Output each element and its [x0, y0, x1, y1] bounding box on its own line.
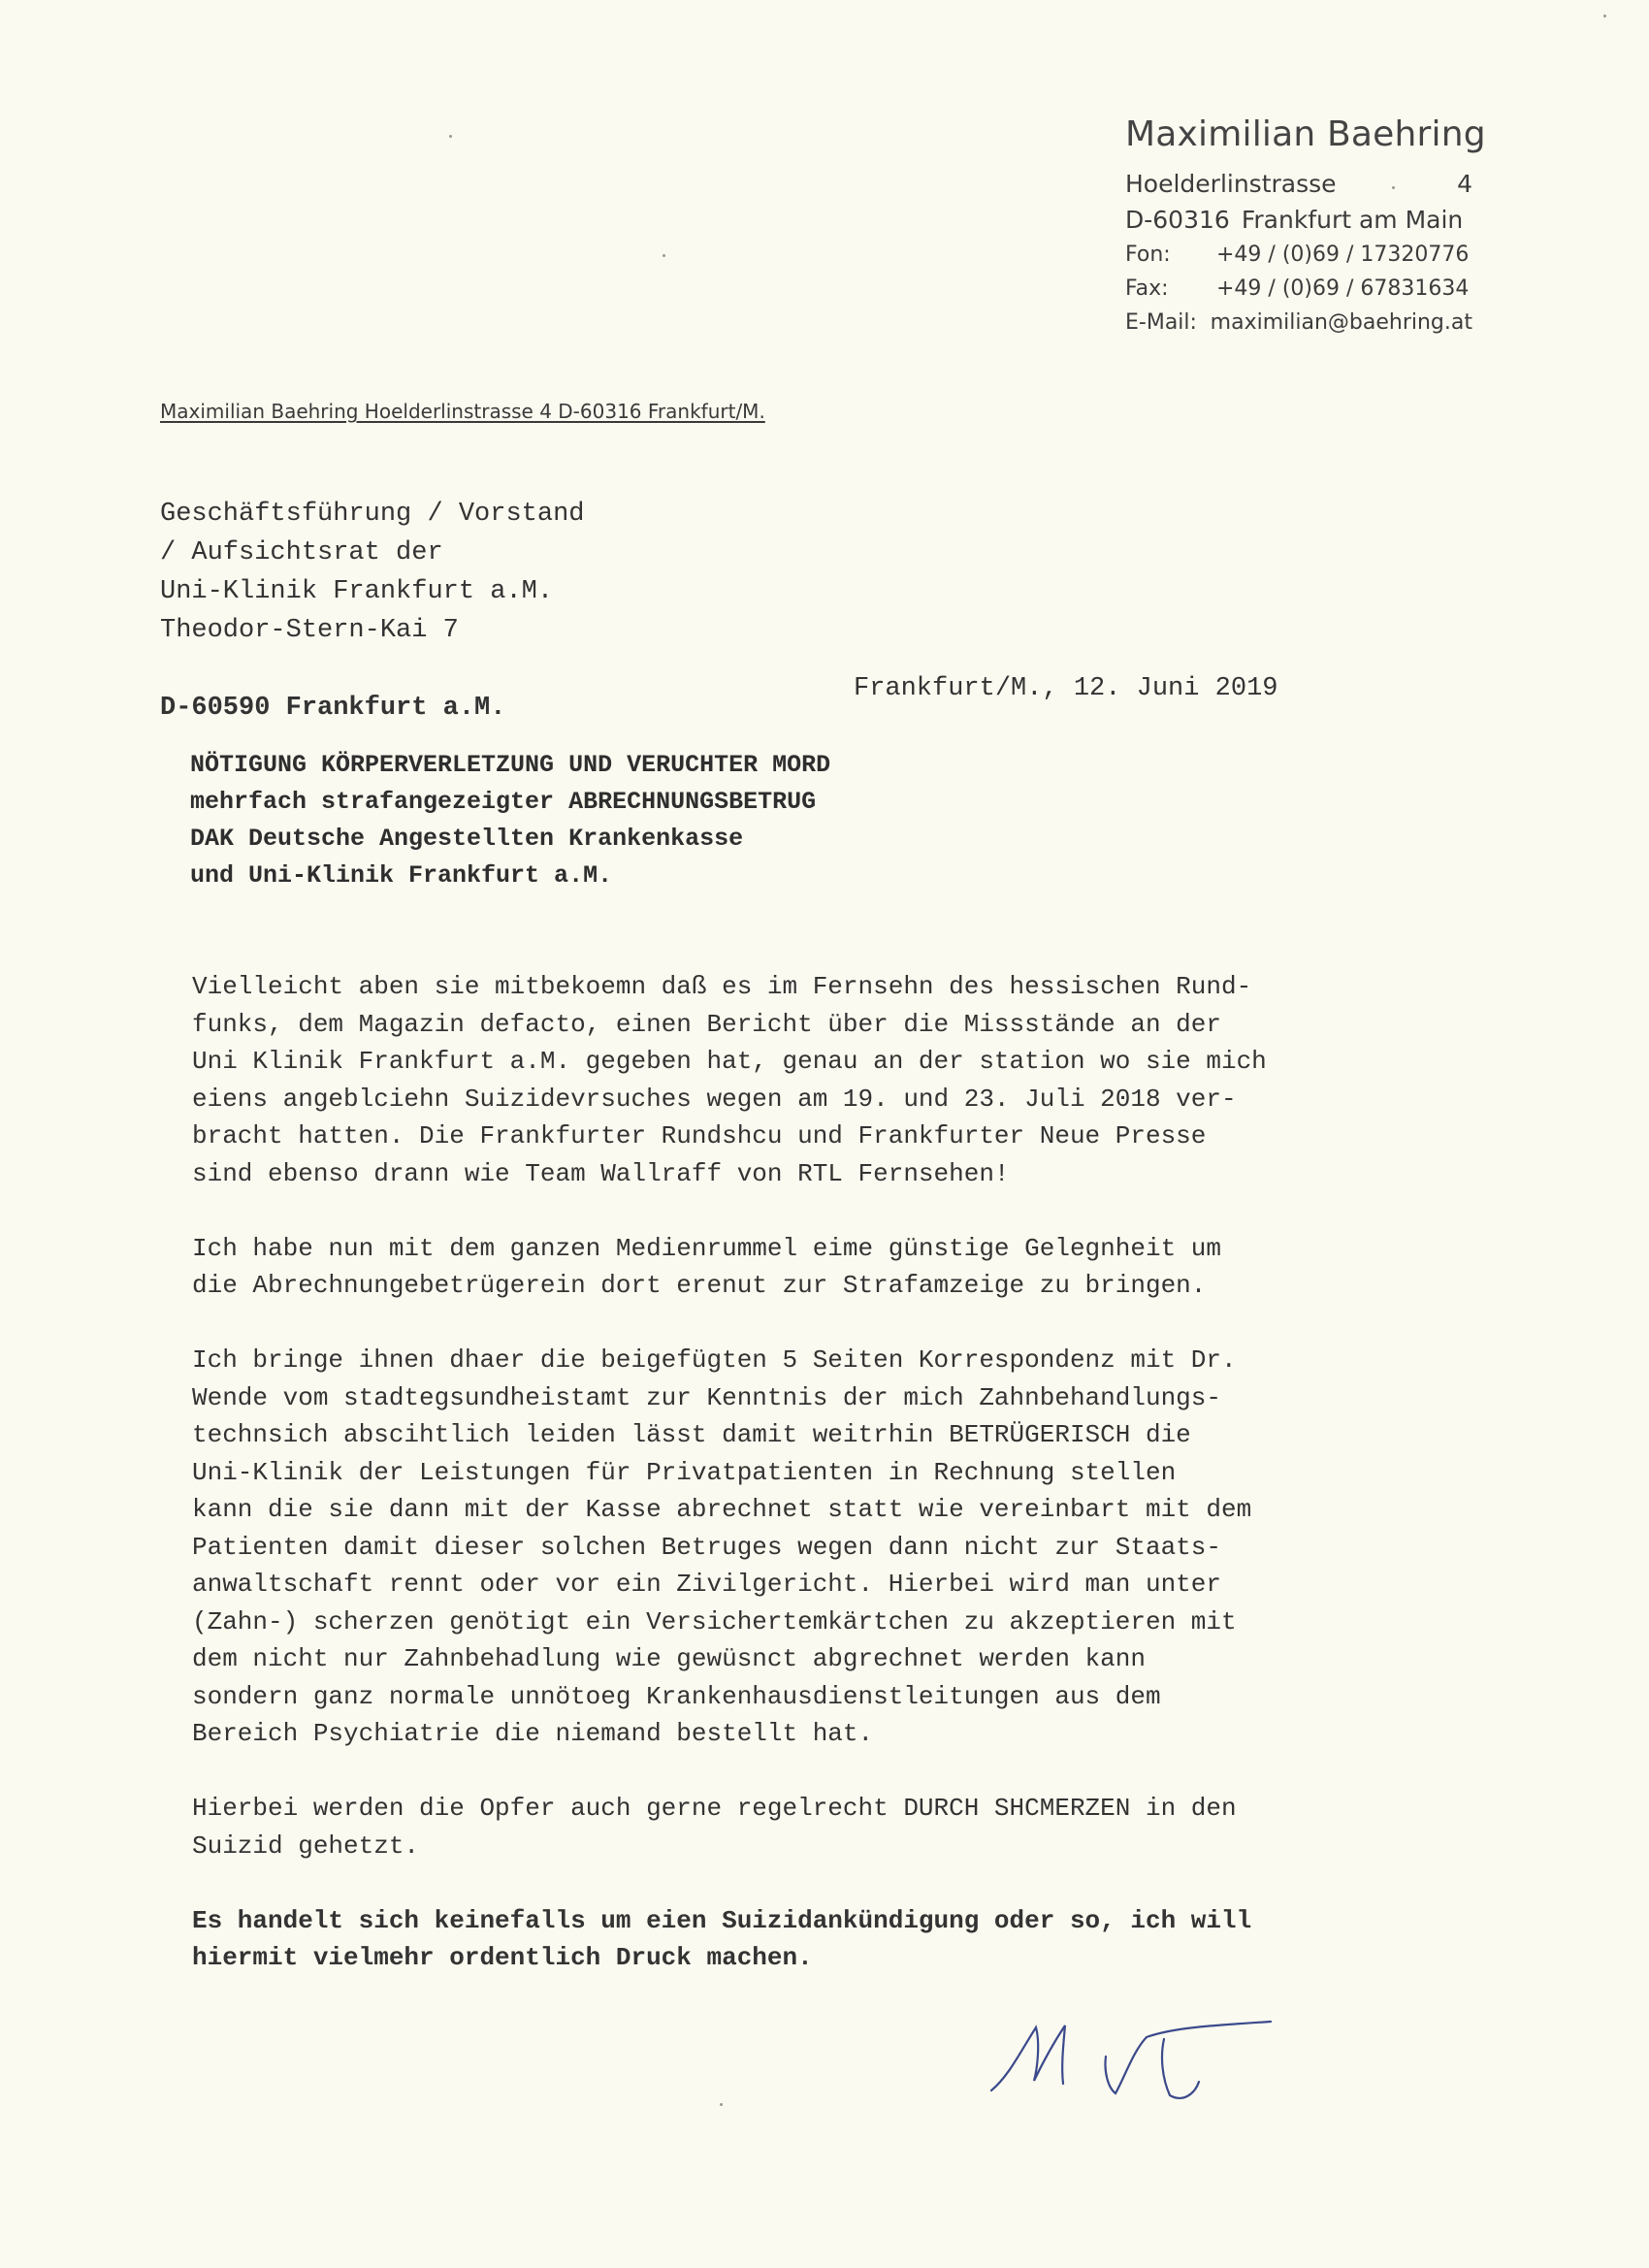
- fax-label: Fax:: [1125, 276, 1169, 301]
- sender-return-address: Maximilian Baehring Hoelderlinstrasse 4 D-60316 Frankfurt/M.: [160, 400, 765, 423]
- scan-speck: [1392, 186, 1395, 189]
- letterhead: [1125, 114, 1533, 340]
- recipient-city: D-60590 Frankfurt a.M.: [160, 694, 506, 723]
- letter-subject: [190, 747, 830, 894]
- body-paragraph-3: Ich bringe ihnen dhaer die beigefügten 5 Seiten Korrespondenz mit Dr. Wende vom stadtegsundheistamt zur Kenntnis der mich Zahnbehandlungs- technsich abscihtlich leiden lässt damit weitrhin BETRÜGERISCH die Uni-Klinik der Leistungen für Privatpatienten in Rechnung stellen kann die sie dann mit der Kasse abrechnet statt wie vereinbart mit dem Patienten damit dieser solchen Betruges wegen dann nicht zur Staats- anwaltschaft rennt oder vor ein Zivilgericht. Hierbei wird man unter (Zahn-) scherzen genötigt ein Versichertemkärtchen zu akzeptieren mit dem nicht nur Zahnbehadlung wie gewüsnct abgrechnet werden kann sondern ganz normale unnötoeg Krankenhausdienstleitungen aus dem Bereich Psychiatrie die niemand bestellt hat.: [192, 1345, 1252, 1748]
- letterhead-street: Hoelderlinstrasse: [1125, 170, 1337, 198]
- scan-speck: [1603, 15, 1606, 17]
- body-paragraph-2: Ich habe nun mit dem ganzen Medienrummel eime günstige Gelegnheit um die Abrechnungebetrügerein dort erenut zur Strafamzeige zu bringen.: [192, 1233, 1221, 1300]
- letter-body: [192, 968, 1414, 2014]
- body-paragraph-4: Hierbei werden die Opfer auch gerne regelrecht DURCH SHCMERZEN in den Suizid gehetzt.: [192, 1794, 1237, 1861]
- recipient-line-3: Uni-Klinik Frankfurt a.M.: [160, 577, 554, 606]
- scan-speck: [720, 2103, 723, 2106]
- letterhead-city: Frankfurt am Main: [1241, 206, 1464, 234]
- recipient-line-4: Theodor-Stern-Kai 7: [160, 616, 459, 645]
- body-paragraph-5: Es handelt sich keinefalls um eien Suizidankündigung oder so, ich will hiermit vielmehr ordentlich Druck machen.: [192, 1905, 1252, 1972]
- subject-line-3: DAK Deutsche Angestellten Krankenkasse: [190, 825, 744, 853]
- email-address[interactable]: maximilian@baehring.at: [1210, 310, 1472, 335]
- phone-label: Fon:: [1125, 243, 1171, 267]
- letterhead-email-row: [1125, 306, 1472, 340]
- letterhead-house-number: 4: [1457, 170, 1472, 198]
- letterhead-city-row: [1125, 202, 1472, 238]
- body-paragraph-1: Vielleicht aben sie mitbekoemn daß es im Fernsehn des hessischen Rund- funks, dem Magazin defacto, einen Bericht über die Missstände an der Uni Klinik Frankfurt a.M. gegeben hat, genau an der station wo sie mich eiens angeblciehn Suizidevrsuches wegen am 19. und 23. Juli 2018 ver- bracht hatten. Die Frankfurter Rundshcu und Frankfurter Neue Presse sind ebenso drann wie Team Wallraff von RTL Fernsehen!: [192, 972, 1267, 1188]
- fax-number: +49 / (0)69 / 67831634: [1216, 276, 1470, 301]
- letterhead-street-row: [1125, 166, 1472, 202]
- scan-speck: [449, 135, 452, 138]
- letter-date: Frankfurt/M., 12. Juni 2019: [854, 674, 1278, 703]
- letterhead-postal-code: D-60316: [1125, 206, 1230, 234]
- letterhead-fax-row: [1125, 272, 1472, 306]
- recipient-line-2: / Aufsichtsrat der: [160, 538, 443, 567]
- email-label: E-Mail:: [1125, 310, 1197, 335]
- subject-line-2: mehrfach strafangezeigter ABRECHNUNGSBETRUG: [190, 788, 817, 816]
- letterhead-phone-row: [1125, 238, 1472, 272]
- subject-line-4: und Uni-Klinik Frankfurt a.M.: [190, 861, 613, 890]
- subject-line-1: NÖTIGUNG KÖRPERVERLETZUNG UND VERUCHTER MORD: [190, 751, 831, 779]
- scan-speck: [663, 254, 665, 257]
- recipient-address: [160, 495, 584, 728]
- phone-number: +49 / (0)69 / 17320776: [1216, 243, 1470, 267]
- letterhead-name: Maximilian Baehring: [1125, 114, 1486, 154]
- handwritten-signature: [980, 1998, 1300, 2115]
- recipient-line-1: Geschäftsführung / Vorstand: [160, 500, 585, 529]
